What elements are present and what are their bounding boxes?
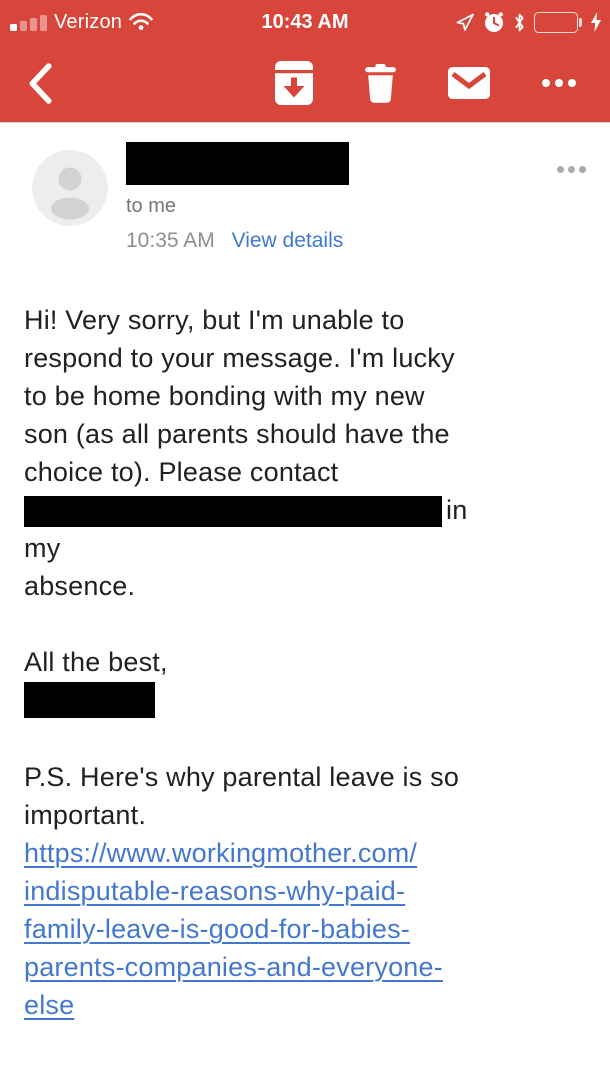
link-line[interactable]: indisputable-reasons-why-paid- <box>24 876 406 906</box>
archive-button[interactable] <box>275 61 313 105</box>
message-toolbar <box>0 44 610 122</box>
body-line-redacted-contact <box>24 491 602 529</box>
redacted-contact-info <box>24 496 442 527</box>
blank-line <box>24 720 602 758</box>
link-line[interactable]: else <box>24 990 75 1020</box>
blank-line <box>24 605 602 643</box>
body-line: to be home bonding with my new <box>24 381 425 411</box>
body-line: Hi! Very sorry, but I'm unable to <box>24 305 405 335</box>
recipient-label[interactable]: to me <box>126 195 177 217</box>
view-details-link[interactable]: View details <box>231 229 344 252</box>
avatar-person-icon <box>32 150 108 226</box>
message-overflow-menu-button[interactable] <box>557 166 586 173</box>
link-line[interactable]: https://www.workingmother.com/ <box>24 838 418 868</box>
body-line: my <box>24 533 61 563</box>
sent-time: 10:35 AM <box>126 229 215 252</box>
body-line: son (as all parents should have the <box>24 419 450 449</box>
redacted-sender-name <box>126 142 349 185</box>
signature-line <box>24 682 602 720</box>
closing-line: All the best, <box>24 647 168 677</box>
message-body <box>24 301 602 1024</box>
sender-info <box>126 142 349 253</box>
carrier-label: Verizon <box>54 10 123 33</box>
body-line: respond to your message. I'm lucky <box>24 343 455 373</box>
ps-line: P.S. Here's why parental leave is so <box>24 762 460 792</box>
message-meta <box>126 229 349 253</box>
link-line[interactable]: family-leave-is-good-for-babies- <box>24 914 411 944</box>
more-options-button[interactable] <box>542 79 576 87</box>
status-bar <box>0 0 610 44</box>
ps-line: important. <box>24 800 147 830</box>
status-time: 10:43 AM <box>261 10 349 33</box>
body-line: in <box>446 495 468 525</box>
back-button[interactable] <box>26 62 53 105</box>
app-bar <box>0 0 610 122</box>
delete-button[interactable] <box>365 64 396 103</box>
body-line: choice to). Please contact <box>24 457 339 487</box>
link-line[interactable]: parents-companies-and-everyone- <box>24 952 443 982</box>
mark-unread-button[interactable] <box>448 67 490 99</box>
body-line: absence. <box>24 571 136 601</box>
sender-header <box>32 142 586 253</box>
parental-leave-link[interactable] <box>24 834 602 1024</box>
redacted-signature-name <box>24 682 155 718</box>
